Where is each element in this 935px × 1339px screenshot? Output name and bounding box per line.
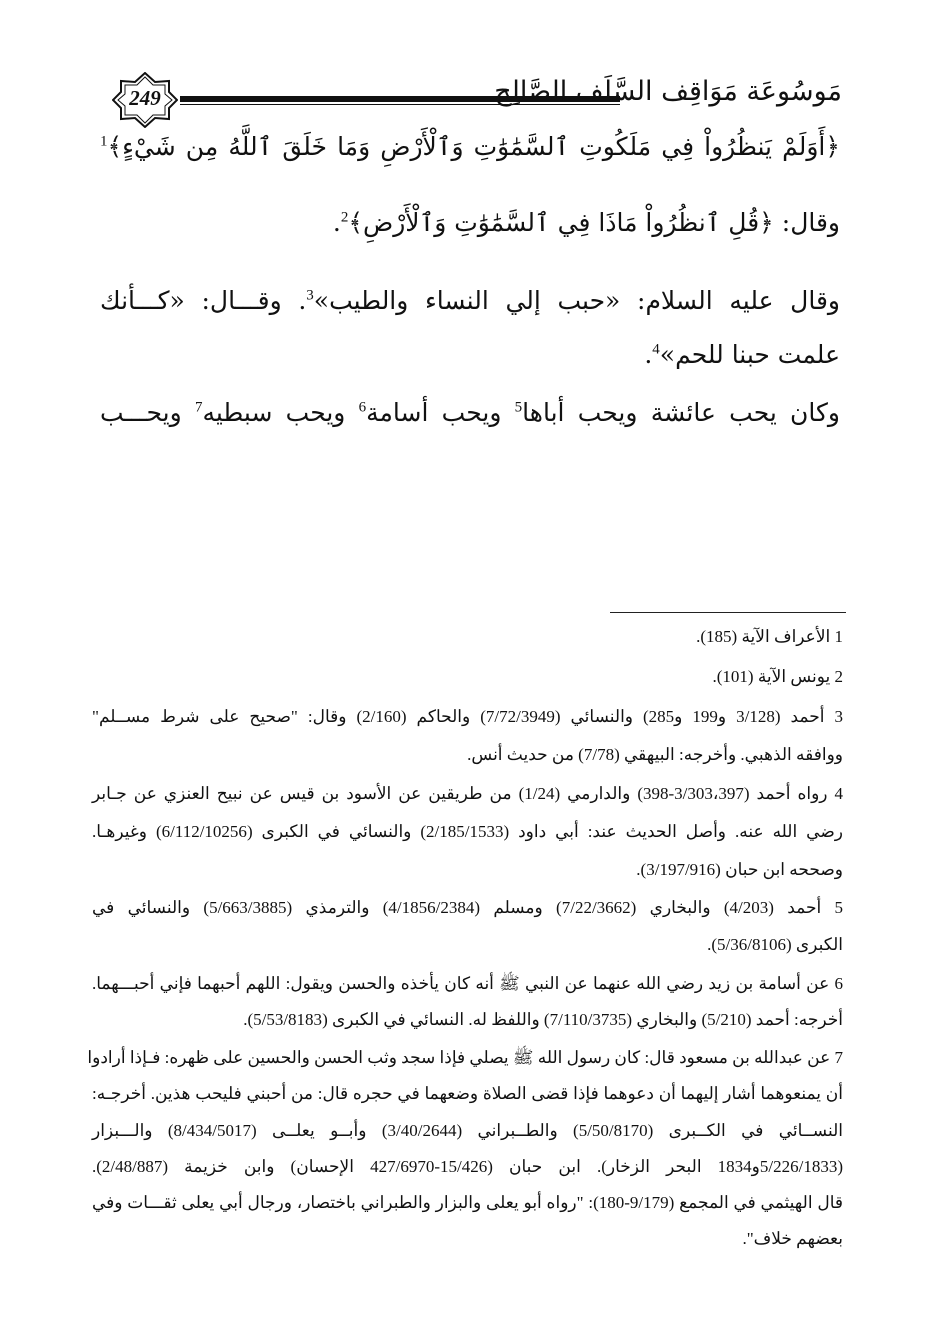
- footnote-ref[interactable]: 7: [194, 399, 203, 416]
- footnote-ref[interactable]: 6: [358, 399, 367, 416]
- footnote-line: 4 رواه أحمد (3/303،397-398) والدارمي (1/24) من طريقين عن الأسود بن قيس عن نبيح العنزي عن جـابر: [92, 784, 843, 803]
- footnote-line: وصححه ابن حبان (3/197/916).: [636, 860, 843, 879]
- footnote-line: رضي الله عنه. وأصل الحديث عند: أبي داود (2/185/1533) والنسائي في الكبرى (6/112/10256) وغيرهـا.: [92, 822, 843, 841]
- body-line-verse: ﴿أَوَلَمْ يَنظُرُواْ فِي مَلَكُوتِ ٱلسَّمَٰوَٰتِ وَٱلْأَرْضِ وَمَا خَلَقَ ٱللَّهُ مِن شَيْءٍ﴾$^1$: [100, 132, 840, 161]
- footnote-ref[interactable]: 2: [340, 209, 349, 226]
- running-header: [112, 72, 842, 132]
- body-line-4: علمت حبنا للحم»$^4$.: [644, 340, 840, 369]
- footnote-ref[interactable]: 3: [306, 287, 314, 304]
- footnote-line: 6 عن أسامة بن زيد رضي الله عنهما عن النبي ﷺ أنه كان يأخذه والحسن ويقول: اللهم أحبهما فإني أحبـــهما.: [92, 974, 843, 993]
- footnote-line: أن يمنعوهما أشار إليهما أن دعوهما فإذا قضى الصلاة وضعهما في حجره قال: من أحبني فليحب هذين. أخرجـه:: [92, 1084, 843, 1103]
- footnote-line: 2 يونس الآية (101).: [712, 667, 843, 686]
- footnote-ref[interactable]: 1: [100, 133, 108, 150]
- body-line-5: وكان يحب عائشة ويحب أباها$^5$ ويحب أسامة$^6$ ويحب سبطيه$^7$ ويحـــب: [100, 398, 840, 427]
- footnote-separator: [610, 612, 846, 613]
- footnote-line: بعضهم خلاف".: [742, 1229, 843, 1248]
- footnote-line: قال الهيثمي في المجمع (9/179-180): "رواه أبو يعلى والبزار والطبراني باختصار، ورجال أبي يعلى ثقـــات وفي: [92, 1193, 843, 1212]
- page-number-badge: [112, 72, 178, 128]
- footnote-line: (5/226/1833و1834 البحر الزخار). ابن حبان (15/426-427/6970 الإحسان) وابن خزيمة (2/48/887).: [92, 1157, 843, 1176]
- footnote-line: ووافقه الذهبي. وأخرجه: البيهقي (7/78) من حديث أنس.: [467, 745, 843, 764]
- footnote-line: 1 الأعراف الآية (185).: [696, 627, 843, 646]
- footnote-line: 5 أحمد (4/203) والبخاري (7/22/3662) ومسلم (4/1856/2384) والترمذي (5/663/3885) والنسائي في: [92, 898, 844, 917]
- footnote-ref[interactable]: 5: [514, 399, 523, 416]
- footnote-line: 3 أحمد (3/128 و199 و285) والنسائي (7/72/3949) والحاكم (2/160) وقال: "صحيح على شرط مســلم": [92, 707, 843, 726]
- book-title: مَوسُوعَة مَوَاقِف السَّلَف الصَّالِح: [494, 76, 842, 107]
- footnote-line: النســائي في الكــبرى (5/50/8170) والطــبراني (3/40/2644) وأبــو يعلــى (8/434/5017) والـــبزار: [92, 1121, 844, 1140]
- footnote-line: أخرجه: أحمد (5/210) والبخاري (7/110/3735) واللفظ له. النسائي في الكبرى (5/53/8183).: [243, 1010, 843, 1029]
- footnote-line: 7 عن عبدالله بن مسعود قال: كان رسول الله ﷺ يصلي فإذا سجد وثب الحسن والحسين على ظهره: فـإذا أرادوا: [87, 1048, 843, 1067]
- page-number: 249: [129, 86, 161, 110]
- footnote-ref[interactable]: 4: [652, 341, 660, 358]
- body-line-2: وقال: ﴿قُلِ ٱنظُرُواْ مَاذَا فِي ٱلسَّمَٰوَٰتِ وَٱلْأَرْضِ﴾$^2$.: [332, 208, 840, 237]
- body-line-3: وقال عليه السلام: «حبب إلي النساء والطيب»$^3$. وقـــال: «كـــأنك: [100, 286, 840, 315]
- footnote-line: الكبرى (5/36/8106).: [707, 935, 843, 954]
